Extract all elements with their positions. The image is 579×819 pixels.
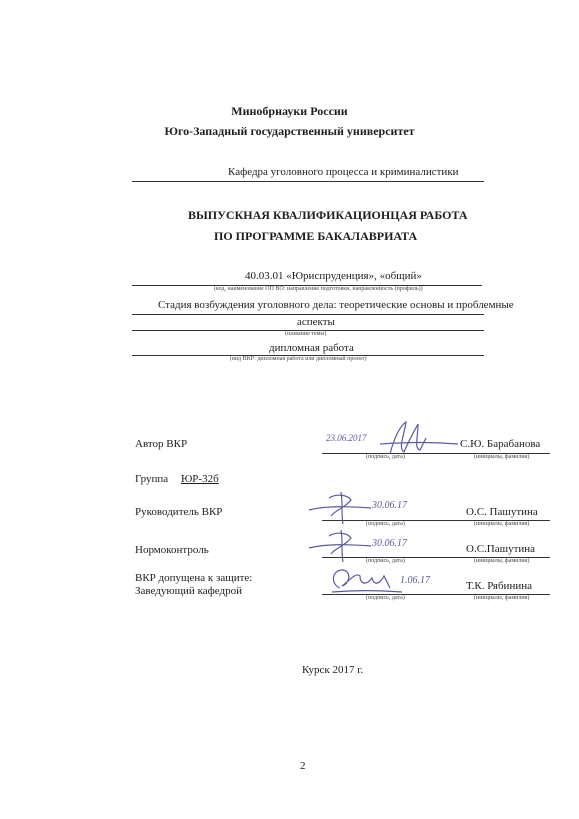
head-name: Т.К. Рябинина <box>466 580 532 592</box>
author-label: Автор ВКР <box>135 438 188 450</box>
admission-label: ВКР допущена к защите: <box>135 572 253 584</box>
head-name-caption: (инициалы, фамилия) <box>474 595 530 601</box>
title-line-1: ВЫПУСКНАЯ КВАЛИФИКАЦИОНЦАЯ РАБОТА <box>188 208 468 222</box>
work-type-caption: (вид ВКР: дипломная работа или дипломный проект) <box>230 356 367 362</box>
supervisor-name-caption: (инициалы, фамилия) <box>474 521 530 527</box>
department-name: Кафедра уголовного процесса и криминалистики <box>228 166 459 178</box>
head-sig-caption: (подпись, дата) <box>366 595 405 601</box>
normcontrol-name: О.С.Пашутина <box>466 543 536 555</box>
author-signature-scribble <box>360 418 460 458</box>
normcontrol-label: Нормоконтроль <box>135 544 209 556</box>
author-name: С.Ю. Барабанова <box>460 438 541 450</box>
supervisor-sig-caption: (подпись, дата) <box>366 521 405 527</box>
supervisor-label: Руководитель ВКР <box>135 506 223 518</box>
specialty-value: 40.03.01 «Юриспруденция», «общий» <box>245 270 422 282</box>
group-value: ЮР-32б <box>181 473 219 485</box>
head-signature-date: 1.06.17 <box>400 575 430 586</box>
author-signature-date: 23.06.2017 <box>326 433 367 443</box>
supervisor-signature-date: 30.06.17 <box>372 500 407 511</box>
page-number: 2 <box>300 760 306 772</box>
group-label: Группа <box>135 473 169 485</box>
normcontrol-signature-scribble <box>305 526 375 566</box>
title-line-2: ПО ПРОГРАММЕ БАКАЛАВРИАТА <box>214 229 418 243</box>
work-type-value: дипломная работа <box>269 342 354 354</box>
ministry-name: Минобрнауки России <box>231 104 348 118</box>
author-name-caption: (инициалы, фамилия) <box>474 454 530 460</box>
normcontrol-signature-date: 30.06.17 <box>372 538 407 549</box>
normcontrol-sig-caption: (подпись, дата) <box>366 558 405 564</box>
supervisor-signature-scribble <box>305 488 375 528</box>
city-year: Курск 2017 г. <box>302 664 364 676</box>
head-label: Заведующий кафедрой <box>135 585 242 597</box>
head-signature-scribble <box>326 562 406 598</box>
author-sig-caption: (подпись, дата) <box>366 454 405 460</box>
topic-line-1: Стадия возбуждения уголовного дела: теоретические основы и проблемные <box>158 299 514 311</box>
normcontrol-name-caption: (инициалы, фамилия) <box>474 558 530 564</box>
topic-line-2: аспекты <box>297 316 335 328</box>
supervisor-name: О.С. Пашутина <box>466 506 538 518</box>
university-name: Юго-Западный государственный университет <box>164 124 415 138</box>
topic-caption: (название темы) <box>285 331 327 337</box>
department-underline <box>132 181 484 182</box>
specialty-caption: (код, наименование ОП ВО: направление подготовки, направленность (профиль)) <box>214 286 423 292</box>
topic-underline-1 <box>132 314 484 315</box>
